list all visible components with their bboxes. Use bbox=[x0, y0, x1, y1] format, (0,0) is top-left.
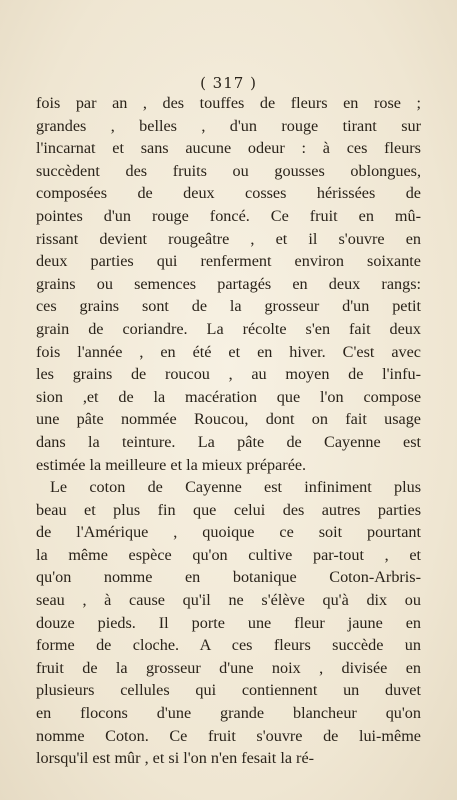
text-line: ces grains sont de la grosseur d'un petit bbox=[36, 297, 421, 316]
text-line: deux parties qui renferment environ soixante bbox=[36, 252, 421, 271]
text-line: seau , à cause qu'il ne s'élève qu'à dix ou bbox=[36, 591, 421, 610]
text-line: une pâte nommée Roucou, dont on fait usage bbox=[36, 410, 421, 429]
text-line: grandes , belles , d'un rouge tirant sur bbox=[36, 116, 421, 135]
page-number: ( 317 ) bbox=[200, 74, 257, 92]
text-line: succèdent des fruits ou gousses oblongues, bbox=[36, 161, 421, 180]
text-line: fruit de la grosseur d'une noix , divisée en bbox=[36, 658, 421, 677]
text-line: douze pieds. Il porte une fleur jaune en bbox=[36, 613, 421, 632]
text-line: sion ,et de la macération que l'on compose bbox=[36, 387, 421, 406]
text-line: Le coton de Cayenne est infiniment plus bbox=[50, 478, 421, 497]
text-line: en flocons d'une grande blancheur qu'on bbox=[36, 704, 421, 723]
text-line: fois par an , des touffes de fleurs en rose ; bbox=[36, 94, 421, 112]
text-line: dans la teinture. La pâte de Cayenne est bbox=[36, 432, 421, 451]
text-line: beau et plus fin que celui des autres parties bbox=[36, 500, 421, 519]
text-line: nomme Coton. Ce fruit s'ouvre de lui-même bbox=[36, 726, 421, 745]
paragraph-1 bbox=[36, 92, 421, 476]
text-line: lorsqu'il est mûr , et si l'on n'en fesait la ré- bbox=[36, 749, 315, 768]
body-text bbox=[36, 92, 421, 770]
text-line: forme de cloche. A ces fleurs succède un bbox=[36, 636, 421, 655]
text-line: la même espèce qu'on cultive par-tout , et bbox=[36, 545, 421, 564]
text-line: estimée la meilleure et la mieux préparée. bbox=[36, 455, 307, 474]
paragraph-2 bbox=[36, 476, 421, 770]
text-line: composées de deux cosses hérissées de bbox=[36, 184, 421, 203]
text-line: rissant devient rougeâtre , et il s'ouvre en bbox=[36, 229, 421, 248]
text-line: de l'Amérique , quoique ce soit pourtant bbox=[36, 523, 421, 542]
text-line: pointes d'un rouge foncé. Ce fruit en mû- bbox=[36, 206, 421, 225]
text-line: grain de coriandre. La récolte s'en fait deux bbox=[36, 319, 421, 338]
text-line: plusieurs cellules qui contiennent un duvet bbox=[36, 681, 421, 700]
text-line: les grains de roucou , au moyen de l'infu- bbox=[36, 365, 421, 384]
text-line: l'incarnat et sans aucune odeur : à ces fleurs bbox=[36, 139, 421, 158]
text-line: fois l'année , en été et en hiver. C'est avec bbox=[36, 342, 421, 361]
text-line: qu'on nomme en botanique Coton-Arbris- bbox=[36, 568, 421, 587]
text-line: grains ou semences partagés en deux rangs: bbox=[36, 274, 421, 293]
